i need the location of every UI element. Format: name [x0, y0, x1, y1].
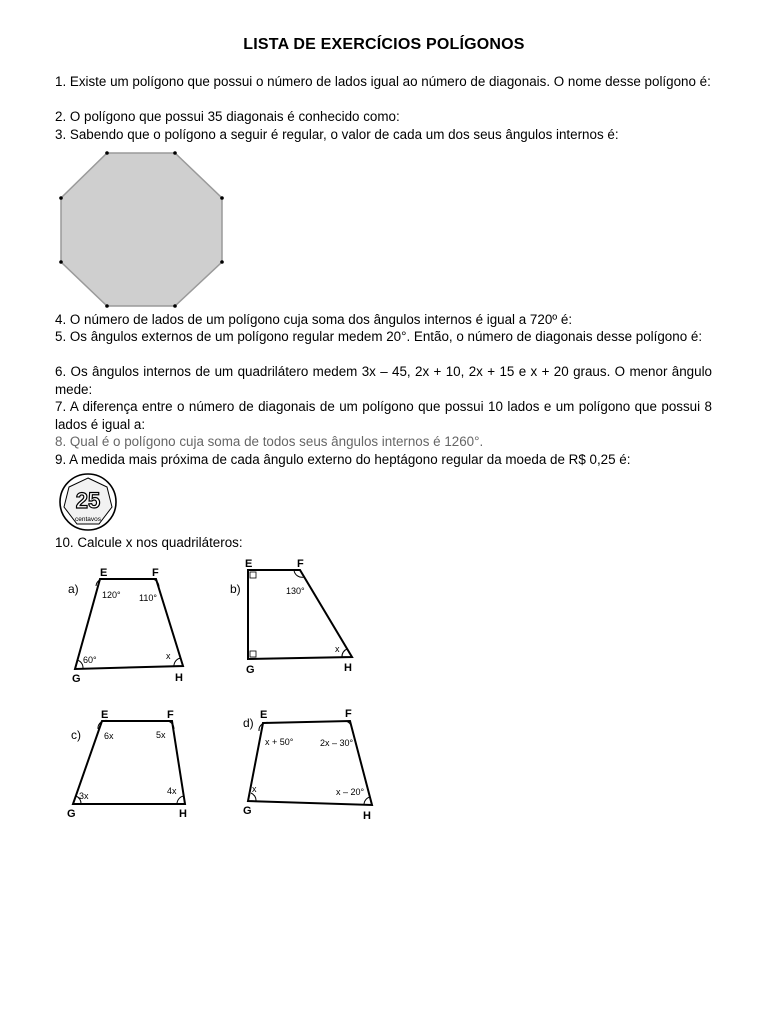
vertex-e: E	[100, 567, 108, 579]
angle-h: 4x	[167, 786, 177, 796]
vertex-f: F	[297, 558, 304, 570]
page-title: LISTA DE EXERCÍCIOS POLÍGONOS	[243, 36, 525, 53]
question-4: 4. O número de lados de um polígono cuja soma dos ângulos internos é igual a 720º é:	[55, 312, 573, 327]
question-5: 5. Os ângulos externos de um polígono regular medem 20°. Então, o número de diagonais desse polígono é:	[55, 329, 703, 344]
vertex-h: H	[179, 808, 187, 820]
angle-f: 110°	[139, 593, 157, 603]
vertex-e: E	[101, 709, 109, 721]
angle-g: 60°	[83, 655, 97, 665]
quadrilateral-d	[243, 708, 372, 822]
vertex-h: H	[363, 810, 371, 822]
angle-h: x – 20°	[336, 787, 365, 797]
angle-g: 3x	[79, 791, 89, 801]
vertex-g: G	[72, 673, 81, 685]
question-6: 6. Os ângulos internos de um quadrilátero medem 3x – 45, 2x + 10, 2x + 15 e x + 20 graus. O menor ângulo mede:	[55, 364, 712, 397]
angle-f: 2x – 30°	[320, 738, 354, 748]
vertex-g: G	[246, 664, 255, 676]
question-9: 9. A medida mais próxima de cada ângulo externo do heptágono regular da moeda de R$ 0,25 é:	[55, 452, 631, 467]
angle-g: x	[252, 784, 257, 794]
vertex-g: G	[243, 805, 252, 817]
question-3: 3. Sabendo que o polígono a seguir é regular, o valor de cada um dos seus ângulos internos é:	[55, 127, 619, 142]
angle-e: x + 50°	[265, 737, 294, 747]
angle-f: 130°	[286, 586, 305, 596]
angle-h: x	[166, 651, 171, 661]
vertex-f: F	[167, 709, 174, 721]
coin-word: centavos	[74, 516, 102, 523]
question-7: 7. A diferença entre o número de diagonais de um polígono que possui 10 lados e um polígono que possui 8 lados é igual a:	[55, 399, 712, 432]
figure-d-label: d)	[243, 716, 254, 730]
figure-a-label: a)	[68, 582, 79, 596]
question-8: 8. Qual é o polígono cuja soma de todos seus ângulos internos é 1260°.	[55, 434, 484, 449]
vertex-h: H	[344, 662, 352, 674]
question-1: 1. Existe um polígono que possui o número de lados igual ao número de diagonais. O nome desse polígono é:	[55, 74, 711, 89]
vertex-e: E	[260, 709, 268, 721]
vertex-h: H	[175, 672, 183, 684]
quadrilateral-c	[67, 709, 187, 820]
coin-number: 25	[75, 488, 101, 513]
quadrilateral-b	[230, 558, 352, 676]
vertex-f: F	[152, 567, 159, 579]
quadrilateral-a	[68, 567, 183, 685]
coin-image	[57, 472, 119, 532]
angle-h: x	[335, 644, 340, 654]
angle-e: 120°	[102, 590, 121, 600]
vertex-f: F	[345, 708, 352, 720]
octagon-figure	[55, 148, 230, 313]
angle-e: 6x	[104, 731, 114, 741]
angle-f: 5x	[156, 730, 166, 740]
vertex-e: E	[245, 558, 253, 570]
octagon-shape	[61, 153, 222, 306]
question-10: 10. Calcule x nos quadriláteros:	[55, 535, 243, 550]
figure-c-label: c)	[71, 728, 81, 742]
quadrilaterals-figure	[60, 552, 380, 824]
question-2: 2. O polígono que possui 35 diagonais é conhecido como:	[55, 109, 400, 124]
vertex-g: G	[67, 808, 76, 820]
figure-b-label: b)	[230, 582, 241, 596]
